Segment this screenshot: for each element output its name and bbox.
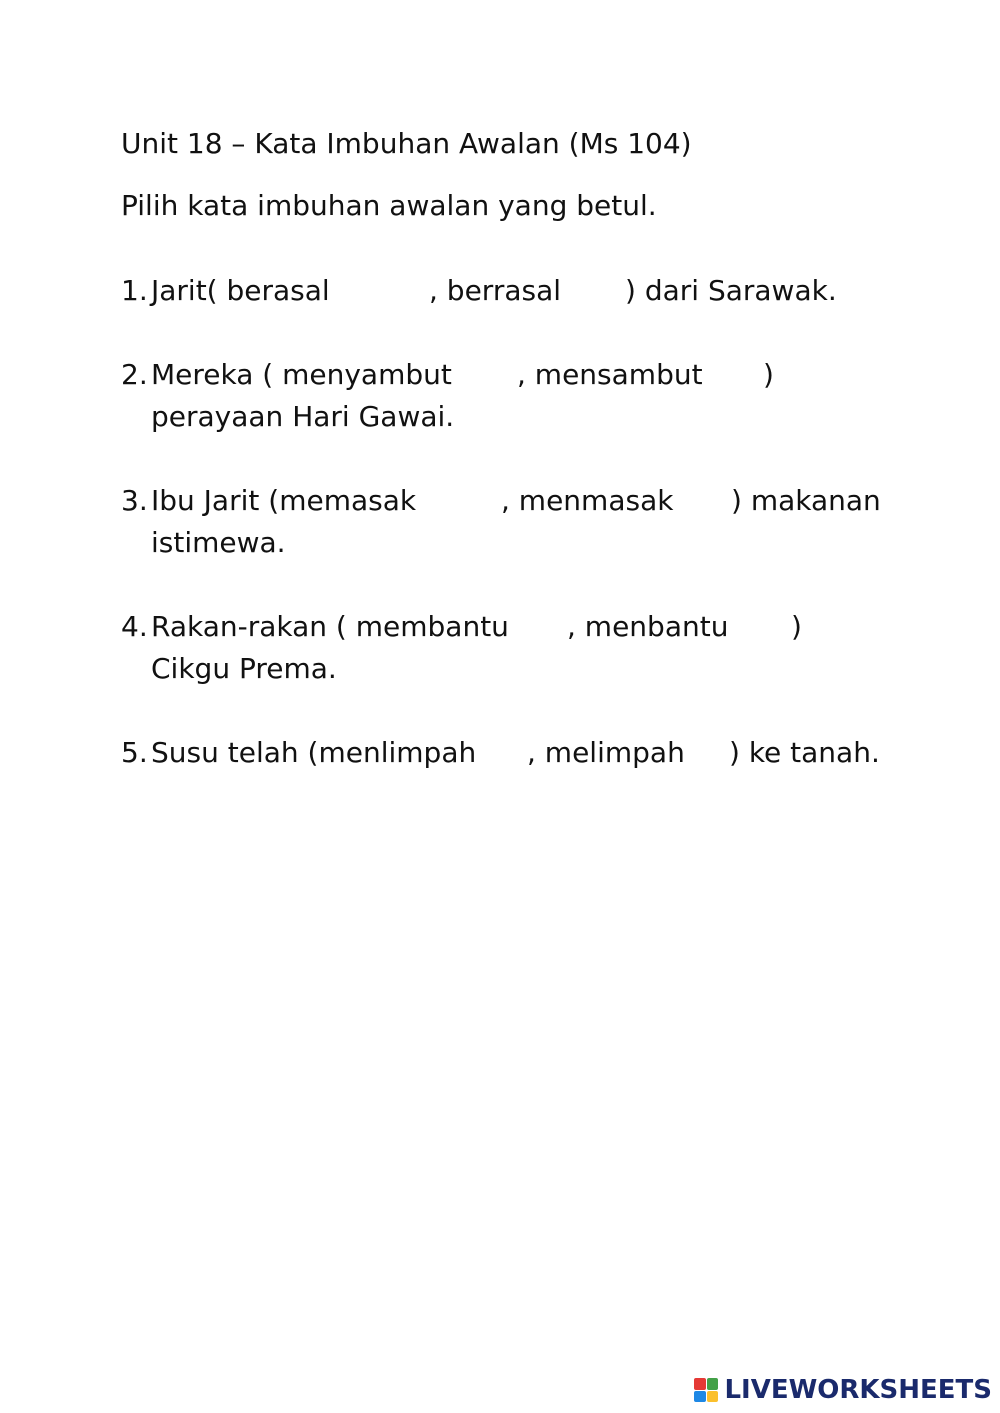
question-text-part-3: ) makanan (731, 484, 881, 517)
question-text-part-2: , menmasak (501, 484, 674, 517)
question-text-part-1: Susu telah (menlimpah (151, 736, 477, 769)
liveworksheets-logo-icon (694, 1378, 718, 1402)
worksheet-title: Unit 18 – Kata Imbuhan Awalan (Ms 104) (121, 127, 692, 160)
question-text-part-3: ) ke tanah. (729, 736, 880, 769)
question-text-part-2: , mensambut (517, 358, 703, 391)
question-text-part-3: ) dari Sarawak. (625, 274, 837, 307)
question-text-part-2: , berrasal (429, 274, 562, 307)
question-number: 5. (121, 736, 148, 769)
liveworksheets-brand: LIVEWORKSHEETS (724, 1375, 992, 1405)
logo-square-4 (707, 1391, 719, 1403)
answer-choice-box-1[interactable] (351, 274, 427, 308)
question-text-part-3: ) (791, 610, 802, 643)
question-number: 4. (121, 610, 148, 643)
question-number: 2. (121, 358, 148, 391)
logo-square-3 (694, 1391, 706, 1403)
question-text-line-2: istimewa. (151, 526, 286, 559)
liveworksheets-footer (694, 1375, 992, 1405)
question-text-part-2: , menbantu (567, 610, 729, 643)
question-text-part-1: Rakan-rakan ( membantu (151, 610, 509, 643)
question-text-part-1: Ibu Jarit (memasak (151, 484, 417, 517)
question-text-line-2: perayaan Hari Gawai. (151, 400, 455, 433)
logo-square-1 (694, 1378, 706, 1390)
question-text-part-2: , melimpah (527, 736, 685, 769)
question-text-part-1: Mereka ( menyambut (151, 358, 452, 391)
question-text-part-3: ) (763, 358, 774, 391)
question-number: 1. (121, 274, 148, 307)
question-text-line-2: Cikgu Prema. (151, 652, 337, 685)
logo-square-2 (707, 1378, 719, 1390)
worksheet-instruction: Pilih kata imbuhan awalan yang betul. (121, 189, 657, 222)
question-number: 3. (121, 484, 148, 517)
question-text-part-1: Jarit( berasal (151, 274, 330, 307)
